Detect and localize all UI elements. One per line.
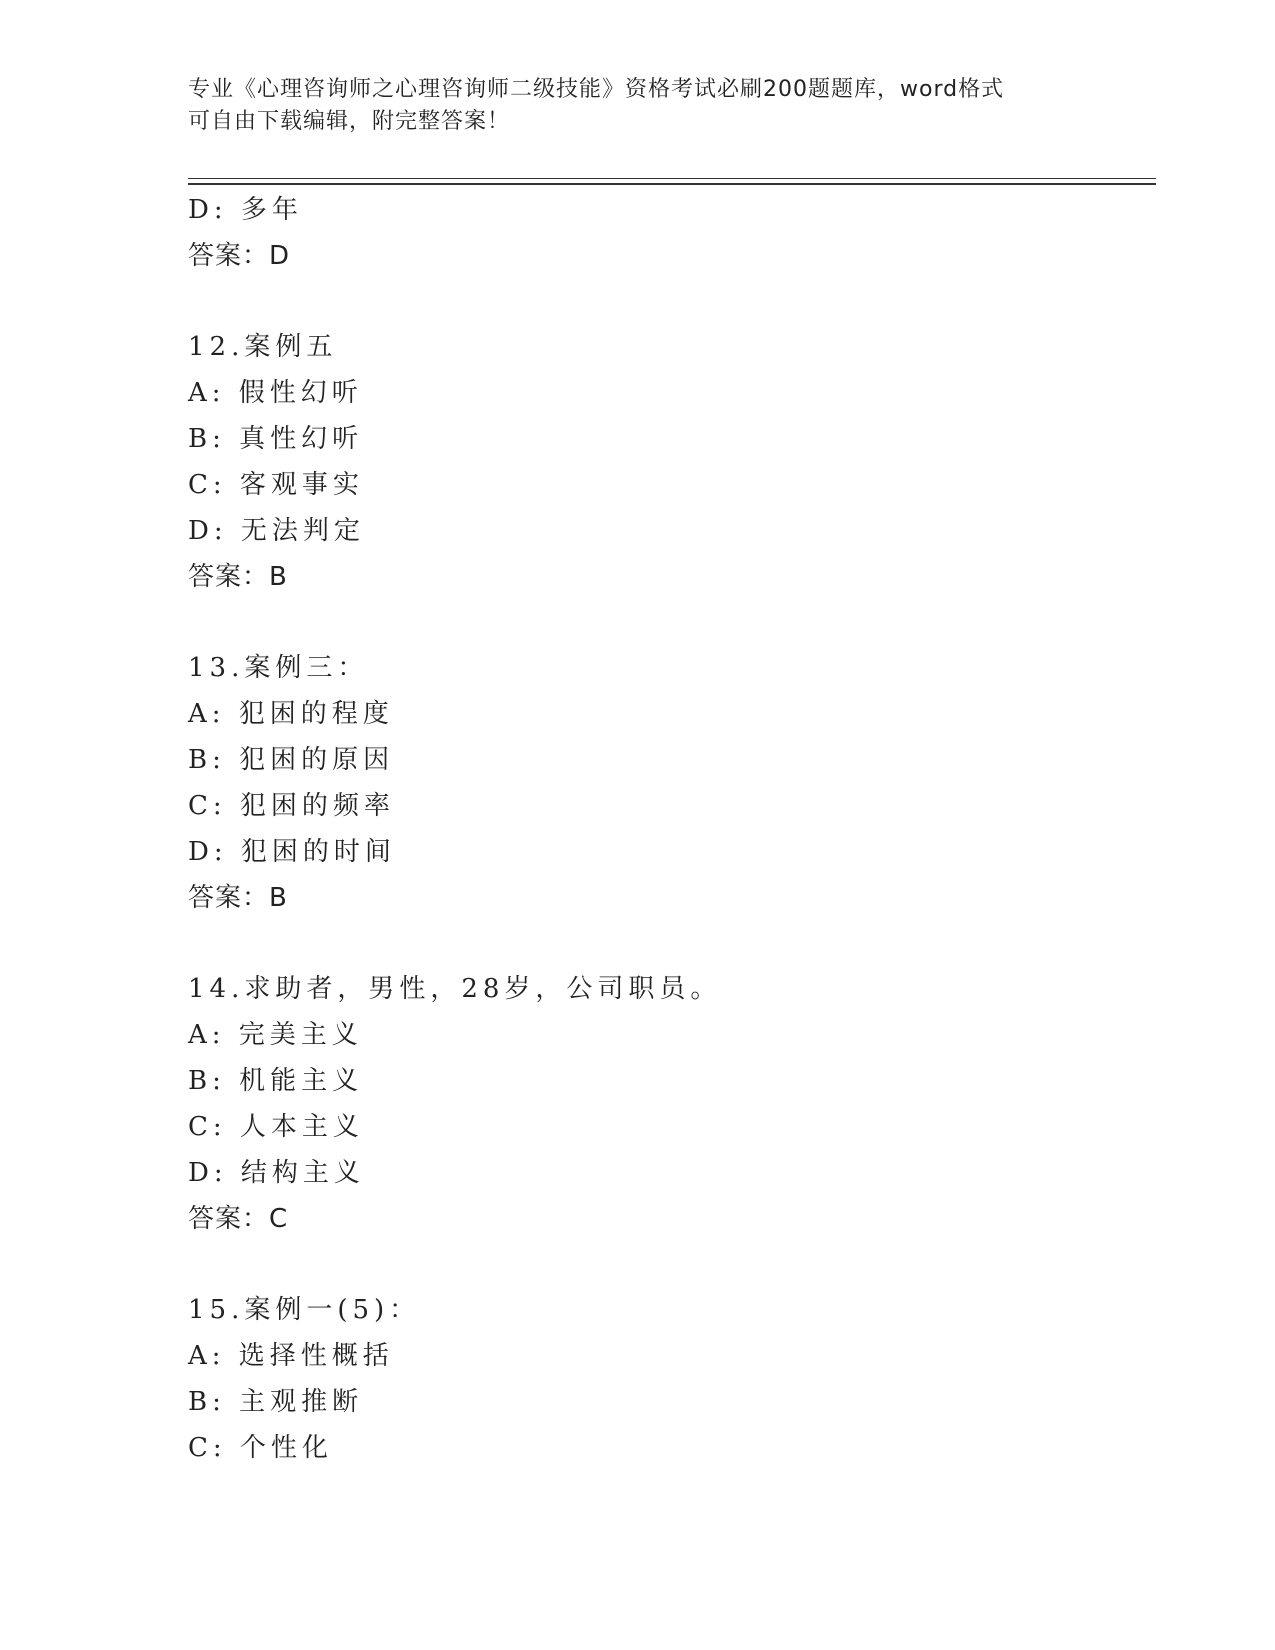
option-c: C: 人本主义 [188,1112,364,1142]
header-divider-thick [188,183,1156,185]
option-d: D: 无法判定 [188,516,365,546]
header-line-1: 专业《心理咨询师之心理咨询师二级技能》资格考试必刷200题题库，word格式 [188,77,1005,102]
option-b: B: 主观推断 [188,1387,364,1417]
header-divider-thin [188,178,1156,179]
option-d: D: 犯困的时间 [188,837,396,867]
option-a: A: 犯困的程度 [188,699,394,729]
option-a: A: 假性幻听 [188,378,363,408]
answer-line: 答案：B [188,562,288,592]
question-11-tail [188,187,1148,279]
question-gap [188,600,1148,645]
option-b: B: 犯困的原因 [188,745,395,775]
option-b: B: 真性幻听 [188,424,364,454]
question-14 [188,966,1148,1242]
option-c: C: 客观事实 [188,470,364,500]
question-gap [188,1242,1148,1287]
answer-line: 答案：C [188,1204,289,1234]
question-stem: 13.案例三： [188,653,369,683]
question-list [188,187,1148,1471]
option-a: A: 完美主义 [188,1020,363,1050]
question-stem: 12.案例五 [188,332,338,362]
option-d: D: 多年 [188,195,303,225]
option-a: A: 选择性概括 [188,1341,394,1371]
answer-line: 答案：B [188,883,288,913]
option-c: C: 犯困的频率 [188,791,395,821]
question-stem: 14.求助者，男性，28岁，公司职员。 [188,974,722,1004]
question-gap [188,279,1148,324]
question-stem: 15.案例一(5)： [188,1295,421,1325]
question-13 [188,645,1148,921]
question-15 [188,1287,1148,1471]
document-header [188,74,1088,138]
option-b: B: 机能主义 [188,1066,364,1096]
answer-line: 答案：D [188,241,291,271]
header-line-2: 可自由下载编辑，附完整答案！ [188,109,511,134]
question-gap [188,921,1148,966]
option-d: D: 结构主义 [188,1158,365,1188]
option-c: C: 个性化 [188,1433,333,1463]
question-12 [188,324,1148,600]
